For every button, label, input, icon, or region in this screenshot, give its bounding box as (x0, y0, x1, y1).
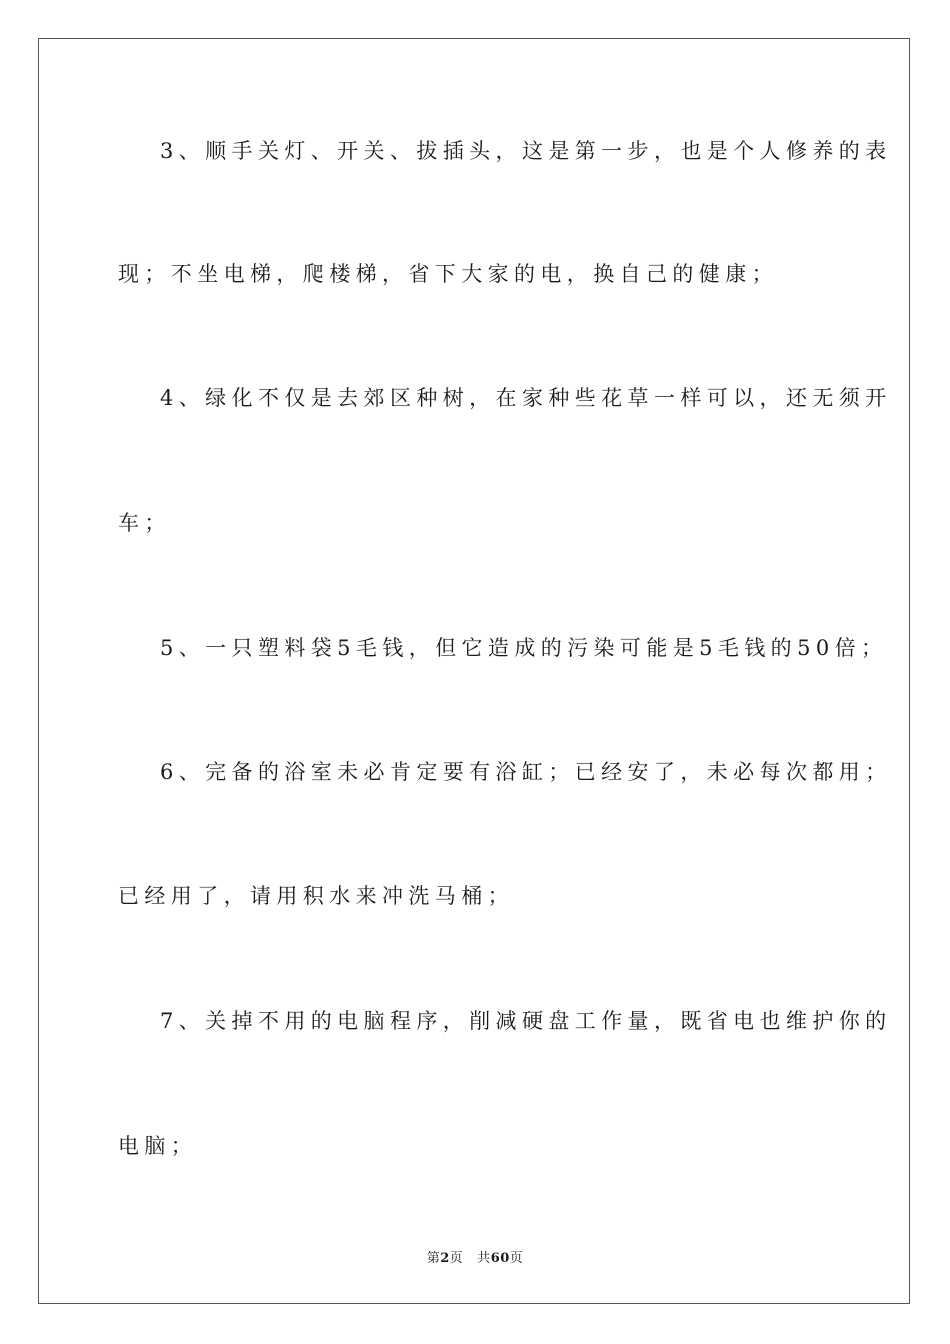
paragraph-7-line-2: 电脑； (118, 1134, 198, 1158)
paragraph-4-line-1: 4、绿化不仅是去郊区种树，在家种些花草一样可以，还无须开 (160, 386, 892, 410)
footer-total-suffix: 页 (509, 1251, 524, 1266)
footer-total-prefix: 共 (477, 1251, 491, 1266)
paragraph-6-line-2: 已经用了，请用积水来冲洗马桶； (118, 884, 514, 908)
paragraph-3-line-2: 现；不坐电梯，爬楼梯，省下大家的电，换自己的健康； (118, 262, 778, 286)
page-footer (0, 1247, 950, 1266)
paragraph-5-line-1: 5、一只塑料袋5毛钱，但它造成的污染可能是5毛钱的50倍； (160, 636, 888, 660)
footer-page-prefix: 第 (426, 1251, 441, 1266)
paragraph-3-line-1: 3、顺手关灯、开关、拔插头，这是第一步，也是个人修养的表 (160, 139, 892, 163)
paragraph-7-line-1: 7、关掉不用的电脑程序，削减硬盘工作量，既省电也维护你的 (160, 1009, 892, 1033)
paragraph-6-line-1: 6、完备的浴室未必肯定要有浴缸；已经安了，未必每次都用； (160, 760, 892, 784)
footer-page-number: 2 (440, 1251, 450, 1266)
footer-total-pages: 60 (490, 1251, 510, 1266)
page-border (38, 38, 910, 1304)
footer-page-suffix: 页 (449, 1251, 464, 1266)
paragraph-4-line-2: 车； (118, 511, 171, 535)
